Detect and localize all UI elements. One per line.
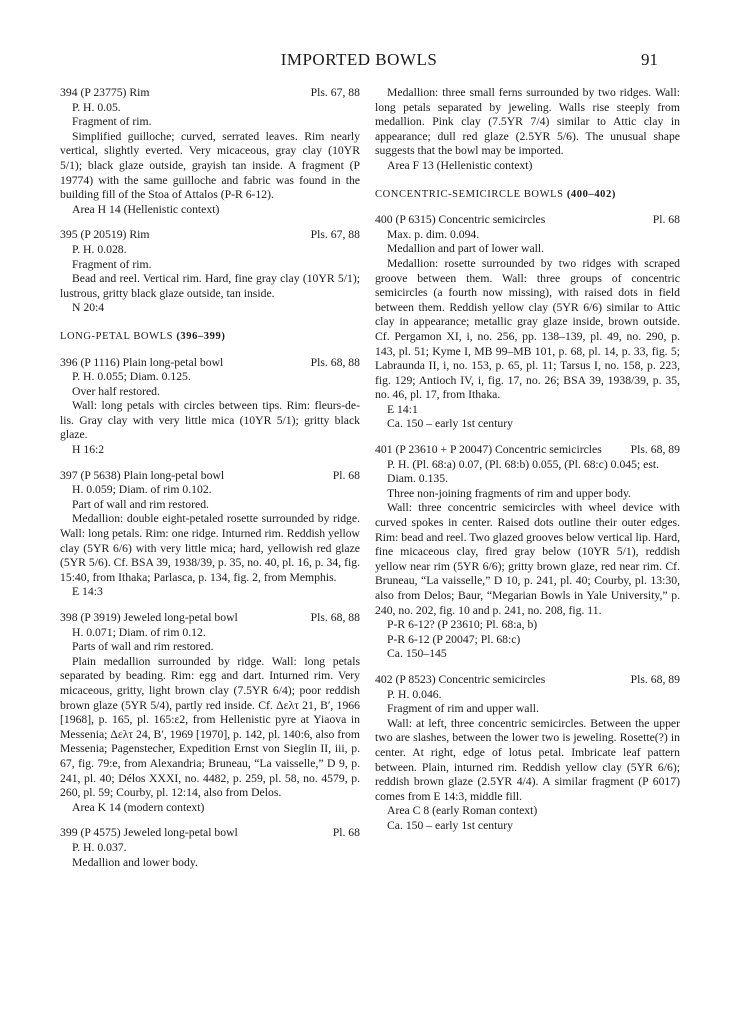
plate-ref: Pl. 68 <box>332 826 360 840</box>
plate-ref: Pl. 68 <box>332 468 360 482</box>
description: Wall: three concentric semicircles with wheel device with curved spokes in center. Raised dots outline their outer edges. Rim: bead and reel. Two glazed grooves below vertical lip. Hard, fine micaceous clay, fired gray below (10YR 5/1), reddish yellow near rim (5YR 6/6); gritty brown glaze, red near rim. Cf. Bruneau, “La vaisselle,” D 10, p. 241, pl. 40; Courby, pl. 13:30, also from Delos; Baur, “Megarian Bowls in Yale University,” p. 240, no. 202, fig. 10 and p. 241, no. 208, fig. 11. <box>375 501 681 617</box>
context: Area F 13 (Hellenistic context) <box>387 158 533 172</box>
preservation: Medallion and lower body. <box>72 855 198 869</box>
preservation: Fragment of rim and upper wall. <box>387 702 539 716</box>
entry-title: 401 (P 23610 + P 20047) Concentric semicircles <box>375 443 602 457</box>
section-range: (396–399) <box>176 330 226 342</box>
section-label: CONCENTRIC-SEMICIRCLE BOWLS <box>375 188 564 200</box>
plate-ref: Pl. 68 <box>652 213 680 227</box>
context: E 14:3 <box>72 585 103 599</box>
context: P-R 6-12? (P 23610; Pl. 68:a, b) <box>387 618 538 632</box>
plate-ref: Pls. 68, 89 <box>630 672 680 686</box>
plate-ref: Pls. 67, 88 <box>310 228 360 242</box>
plate-ref: Pls. 68, 88 <box>310 355 360 369</box>
left-column <box>60 86 360 881</box>
section-label: LONG-PETAL BOWLS <box>60 330 174 342</box>
description: Plain medallion surrounded by ridge. Wall: long petals separated by beading. Rim: egg and dart. Inturned rim. Very micaceous, gritty, light brown clay (7.5YR 6/4); poor reddish brown glaze (5YR 5/4), partly red inside. Cf. Δελτ 21, Β′, 1966 [1968], p. 165, pl. 165:ε2, from Hellenistic pyre at Yiaova in Messenia; Δελτ 24, Β′, 1969 [1970], p. 142, pl. 140:6, also from Messenia; Pagenstecher, Expedition Ernst von Sieglin II, iii, p. 67, fig. 79:e, from Alexandria; Bruneau, “La vaisselle,” D 9, p. 241, pl. 40; Délos XXXI, no. 4482, p. 259, pl. 58, no. 4579, p. 260, pl. 59; Courby, pl. 12:14, also from Delos. <box>60 654 360 800</box>
catalog-entry-399-continued <box>375 86 680 174</box>
dimensions: P. H. 0.028. <box>72 242 127 256</box>
entry-title: 396 (P 1116) Plain long-petal bowl <box>60 355 224 369</box>
description: Simplified guilloche; curved, serrated leaves. Rim nearly vertical, slightly everted. Very micaceous, gray clay (10YR 5/1); black glaze outside, grayish tan inside. A fragment (P 19774) with the same guilloche and fabric was found in the building fill of the Stoa of Attalos (P-R 6-12). <box>60 129 360 202</box>
dimensions: P. H. 0.046. <box>387 687 442 701</box>
entry-heading <box>60 86 360 101</box>
context: H 16:2 <box>72 443 105 457</box>
catalog-entry-400 <box>375 213 680 432</box>
section-heading-concentric-semicircle <box>375 188 680 203</box>
date: Ca. 150 – early 1st century <box>387 417 513 431</box>
running-title: IMPORTED BOWLS <box>280 50 438 69</box>
entry-title: 394 (P 23775) Rim <box>60 86 150 99</box>
dimensions: Max. p. dim. 0.094. <box>387 227 480 241</box>
entry-heading <box>375 673 680 688</box>
description: Bead and reel. Vertical rim. Hard, fine gray clay (10YR 5/1); lustrous, gritty black glaze outside, tan inside. <box>60 272 360 300</box>
description: Wall: long petals with circles between tips. Rim: fleurs-de-lis. Gray clay with very little mica (10YR 5/1); gritty black glaze. <box>60 399 360 442</box>
catalog-entry-396 <box>60 356 360 458</box>
dimensions: P. H. 0.05. <box>72 100 121 114</box>
preservation: Over half restored. <box>72 384 160 398</box>
date: Ca. 150 – early 1st century <box>387 818 513 832</box>
description: Wall: at left, three concentric semicircles. Between the upper two are slashes, between the lower two is jeweling. Rosette(?) in center. At right, edge of lotus petal. Imbricate leaf pattern between. Plain, inturned rim. Reddish yellow clay (5YR 6/6); reddish brown glaze (2.5YR 4/4). A similar fragment (P 6017) comes from E 14:3, middle fill. <box>375 716 680 803</box>
entry-title: 399 (P 4575) Jeweled long-petal bowl <box>60 826 238 840</box>
page-header <box>60 50 658 74</box>
description: Medallion: rosette surrounded by two ridges with scraped groove between them. Wall: three groups of concentric semicircles (a fourth now missing), with raised dots in field between them. Reddish yellow clay (5YR 6/6) similar to Attic clay in appearance; metallic gray glaze inside, brown outside. Cf. Pergamon XI, i, no. 256, pp. 138–139, pl. 49, no. 290, p. 143, pl. 51; Kyme I, MB 99–MB 101, p. 68, pl. 14, p. 33, fig. 5; Labraunda II, i, no. 153, p. 65, pl. 11; Tarsus I, no. 158, p. 223, fig. 129; Antioch IV, i, fig. 17, no. 26; BSA 39, 1938/39, p. 35, no. 46, pl. 17, from Ithaka. <box>375 256 680 402</box>
context: E 14:1 <box>387 402 418 416</box>
context: N 20:4 <box>72 301 105 315</box>
dimensions: H. 0.071; Diam. of rim 0.12. <box>72 625 206 639</box>
dimensions: P. H. 0.055; Diam. 0.125. <box>72 370 191 384</box>
entry-heading <box>60 356 360 371</box>
entry-title: 402 (P 8523) Concentric semicircles <box>375 672 546 686</box>
preservation: Fragment of rim. <box>72 257 152 271</box>
context: Area C 8 (early Roman context) <box>387 804 538 818</box>
plate-ref: Pls. 67, 88 <box>310 86 360 99</box>
dimensions: P. H. (Pl. 68:a) 0.07, (Pl. 68:b) 0.055, (Pl. 68:c) 0.045; est. Diam. 0.135. <box>387 457 660 486</box>
catalog-entry-395 <box>60 228 360 316</box>
right-column <box>375 86 680 845</box>
entry-heading <box>60 611 360 626</box>
section-range: (400–402) <box>566 188 616 200</box>
catalog-entry-401 <box>375 443 680 662</box>
entry-heading <box>375 213 680 228</box>
entry-heading <box>60 228 360 243</box>
context: Area H 14 (Hellenistic context) <box>72 202 220 216</box>
entry-heading <box>375 443 680 458</box>
catalog-entry-397 <box>60 469 360 600</box>
plate-ref: Pls. 68, 88 <box>310 611 360 624</box>
page-number: 91 <box>641 50 658 69</box>
catalog-entry-399 <box>60 826 360 870</box>
dimensions: P. H. 0.037. <box>72 840 127 854</box>
preservation: Medallion and part of lower wall. <box>387 242 545 256</box>
preservation: Fragment of rim. <box>72 115 152 129</box>
preservation: Part of wall and rim restored. <box>72 497 209 511</box>
section-heading-long-petal <box>60 330 360 345</box>
entry-title: 395 (P 20519) Rim <box>60 228 150 242</box>
entry-heading <box>60 469 360 484</box>
entry-title: 397 (P 5638) Plain long-petal bowl <box>60 468 225 482</box>
catalog-entry-402 <box>375 673 680 834</box>
entry-heading <box>60 826 360 841</box>
preservation: Three non-joining fragments of rim and upper body. <box>387 486 631 500</box>
description: Medallion: double eight-petaled rosette surrounded by ridge. Wall: long petals. Rim: one ridge. Inturned rim. Reddish yellow clay (5YR 6/6) with very little mica; hard, yellowish red glaze (5YR 5/6). Cf. BSA 39, 1938/39, p. 35, no. 40, pl. 16, p. 34, fig. 15:40, from Ithaka; Parlasca, p. 134, fig. 2, from Memphis. <box>60 512 360 584</box>
entry-title: 400 (P 6315) Concentric semicircles <box>375 213 546 227</box>
dimensions: H. 0.059; Diam. of rim 0.102. <box>72 483 212 497</box>
context: Area K 14 (modern context) <box>72 800 205 814</box>
catalog-entry-398 <box>60 611 360 815</box>
context: P-R 6-12 (P 20047; Pl. 68:c) <box>387 632 521 646</box>
entry-title: 398 (P 3919) Jeweled long-petal bowl <box>60 611 238 624</box>
catalog-entry-394 <box>60 86 360 217</box>
description: Medallion: three small ferns surrounded by two ridges. Wall: long petals separated by jeweling. Walls rise steeply from medallion. Pink clay (7.5YR 7/4) similar to Attic clay in appearance; dull red glaze (2.5YR 5/6). The unusual shape suggests that the bowl may be imported. <box>375 86 680 158</box>
preservation: Parts of wall and rim restored. <box>72 640 214 654</box>
plate-ref: Pls. 68, 89 <box>630 443 680 457</box>
date: Ca. 150–145 <box>387 647 447 661</box>
